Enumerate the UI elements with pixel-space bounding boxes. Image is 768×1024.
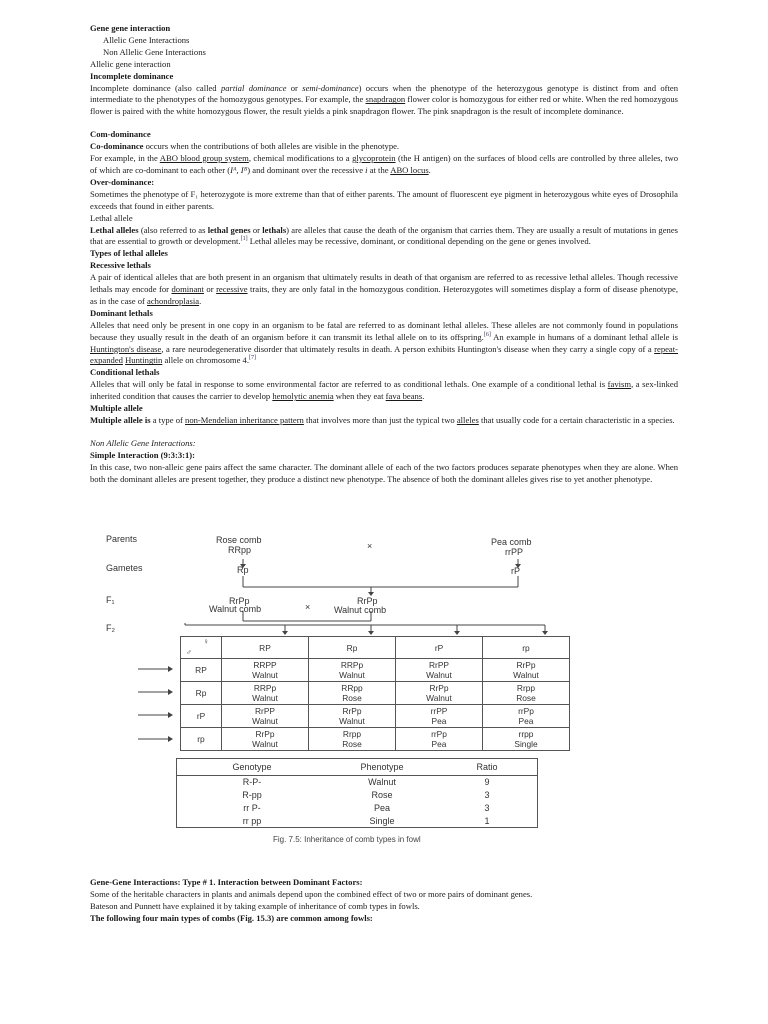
parent-phenotype: Pea comb: [491, 537, 532, 547]
ratio-cell: Pea: [373, 803, 390, 813]
subheading: Types of lethal alleles: [90, 248, 168, 259]
cross-symbol: ×: [305, 602, 311, 612]
toc-item[interactable]: Non Allelic Gene Interactions: [103, 46, 206, 57]
link[interactable]: Huntington's disease: [90, 343, 162, 354]
punnett-cell: rrPp Pea: [483, 705, 570, 728]
paragraph: Co-dominance occurs when the contributions of both alleles are visible in the phenotype.: [90, 141, 400, 152]
subheading: Conditional lethals: [90, 367, 160, 378]
cross-symbol: ×: [367, 541, 373, 551]
punnett-row-head: rP: [181, 705, 222, 728]
punnett-cell: RrPp Walnut: [222, 728, 309, 751]
subheading: Over-dominance:: [90, 176, 155, 187]
punnett-col-head: Rp: [309, 637, 396, 659]
paragraph: The following four main types of combs (Fig. 15.3) are common among fowls:: [90, 912, 373, 923]
link[interactable]: favism: [607, 379, 632, 390]
section-heading: Gene-Gene Interactions: Type # 1. Interaction between Dominant Factors:: [90, 877, 363, 887]
paragraph: A pair of identical alleles that are both present in an organism that ultimately results in death of that organism are referred to as recessive lethal alleles. Though recessive lethals may encode for dominant or recessive traits, they are only fatal in the homozygous condition. Heterozygotes will sometimes display a form of disease phenotype, as in the case of achondroplasia.: [90, 272, 678, 306]
gamete: rP: [511, 566, 520, 576]
ratio-cell: rr pp: [242, 815, 262, 826]
subheading: Recessive lethals: [90, 260, 151, 271]
link[interactable]: repeat-expanded: [90, 343, 678, 366]
citation-link[interactable]: [1]: [240, 236, 248, 243]
f1-phenotype: Walnut comb: [209, 604, 262, 614]
parent-genotype: RRpp: [228, 545, 252, 555]
link[interactable]: snapdragon: [365, 94, 406, 105]
subheading: Simple Interaction (9:3:3:1):: [90, 449, 196, 460]
ratio-cell: rr P-: [243, 803, 261, 813]
link[interactable]: dominant: [171, 284, 204, 295]
parent-phenotype: Rose comb: [216, 535, 262, 545]
paragraph: Alleles that need only be present in one copy in an organism to be fatal are referred to as dominant lethal alleles. These alleles are not commonly found in populations because they usually result in the death of an organism before it can transmit its lethal allele on to its offspring.[6] An example in humans of a dominant lethal allele is Huntington's disease, a rare neurodegenerative disorder that ultimately results in death. A person exhibits Huntington's disease when they carry a single copy of a repeat-expanded Huntingtin allele on chromosome 4.[7]: [90, 319, 678, 366]
ratio-cell: 3: [484, 790, 490, 800]
punnett-corner: ♀ ♂: [181, 637, 222, 659]
punnett-cell: RRPp Walnut: [222, 682, 309, 705]
section-heading: Gene gene interaction: [90, 23, 171, 33]
ratio-cell: R-P-: [242, 777, 262, 788]
paragraph: Some of the heritable characters in plants and animals depend upon the combined effect of two or more pairs of dominant genes.: [90, 888, 533, 899]
toc-item[interactable]: Allelic Gene Interactions: [103, 34, 190, 45]
link[interactable]: recessive: [216, 284, 248, 295]
gamete: Rp: [237, 565, 249, 575]
link[interactable]: fava beans: [385, 391, 423, 402]
link[interactable]: alleles: [456, 415, 479, 425]
paragraph: For example, in the ABO blood group system, chemical modifications to a glycoprotein (the H antigen) on the surfaces of blood cells are controlled by three alleles, two of which are co-dominant to each other (Iᴬ, Iᴮ) and dominant over the recessive i at the ABO locus.: [90, 153, 679, 175]
punnett-row-head: RP: [181, 659, 222, 682]
paragraph: Lethal alleles (also referred to as lethal genes or lethals) are alleles that cause the death of the organism that carries them. They are usually a result of mutations in genes that are essential to growth or development.[1] Lethal alleles may be recessive, dominant, or conditional depending on the gene or genes involved.: [90, 224, 678, 247]
punnett-col-head: rP: [396, 637, 483, 659]
paragraph: Alleles that will only be fatal in response to some environmental factor are referred to as conditional lethals. One example of a conditional lethal is favism, a sex-linked inherited condition that causes the carrier to develop hemolytic anemia when they eat fava beans.: [90, 379, 678, 402]
punnett-cell: RRPP Walnut: [222, 659, 309, 682]
f2-label: F₂: [106, 623, 115, 633]
ratio-cell: Rose: [371, 790, 393, 800]
punnett-col-head: rp: [483, 637, 570, 659]
paragraph: Bateson and Punnett have explained it by taking example of inheritance of comb types in fowls.: [90, 900, 420, 911]
link[interactable]: non-Mendelian inheritance pattern: [185, 415, 304, 425]
parent-genotype: rrPP: [505, 547, 523, 557]
paragraph: Incomplete dominance (also called partial dominance or semi-dominance) occurs when the phenotype of the heterozygous genotype is distinct from and often intermediate to the phenotypes of the homozygous genotypes. For example, the snapdragon flower color is homozygous for either red or white. When the red homozygous flower is paired with the white homozygous flower, the result yields a pink snapdragon flower. The pink snapdragon is the result of incomplete dominance.: [90, 82, 678, 117]
ratio-cell: Walnut: [368, 777, 396, 788]
paragraph: Multiple allele is a type of non-Mendelian inheritance pattern that involves more than just the typical two alleles that usually code for a certain characteristic in a species.: [90, 415, 675, 425]
citation-link[interactable]: [6]: [483, 331, 491, 338]
punnett-cell: rrPP Pea: [396, 705, 483, 728]
punnett-cell: rrpp Single: [483, 728, 570, 751]
punnett-cell: RrPP Walnut: [396, 659, 483, 682]
f1-genotype: RrPp: [357, 596, 378, 606]
f1-label: F₁: [106, 595, 115, 605]
paragraph: Sometimes the phenotype of F₁ heterozygote is more extreme than that of either parents. The amount of fluorescent eye pigment in heterozygous white eyes of Drosophila exceeds that found in either parents.: [90, 188, 678, 211]
subheading: Non Allelic Gene Interactions:: [90, 437, 196, 448]
ratio-header: Ratio: [476, 762, 498, 772]
ratio-cell: R-pp: [242, 790, 262, 800]
ratio-cell: Single: [369, 815, 395, 826]
punnett-row-head: rp: [181, 728, 222, 751]
ratio-cell: 3: [484, 803, 490, 813]
f1-genotype: RrPp: [229, 596, 250, 606]
ratio-cell: 1: [484, 815, 490, 826]
punnett-cell: RrPP Walnut: [222, 705, 309, 728]
subheading: Allelic gene interaction: [90, 58, 171, 69]
link[interactable]: ABO blood group system: [159, 153, 249, 164]
parents-label: Parents: [106, 534, 138, 544]
citation-link[interactable]: [7]: [248, 355, 256, 362]
punnett-cell: Rrpp Rose: [483, 682, 570, 705]
figure-caption: Fig. 7.5: Inheritance of comb types in fowl: [273, 835, 421, 844]
subheading: Dominant lethals: [90, 307, 153, 318]
punnett-col-head: RP: [222, 637, 309, 659]
punnett-cell: RRpp Rose: [309, 682, 396, 705]
link[interactable]: Huntingtin: [125, 355, 163, 366]
ratio-header: Genotype: [232, 762, 272, 772]
punnett-square: [180, 636, 570, 751]
punnett-row-head: Rp: [181, 682, 222, 705]
link[interactable]: glycoprotein: [352, 153, 396, 164]
punnett-cell: RrPp Walnut: [309, 705, 396, 728]
ratio-cell: 9: [484, 777, 490, 788]
link[interactable]: hemolytic anemia: [272, 391, 334, 402]
ratio-table: [176, 758, 538, 828]
punnett-cell: RRPp Walnut: [309, 659, 396, 682]
punnett-cell: RrPp Walnut: [483, 659, 570, 682]
punnett-cell: RrPp Walnut: [396, 682, 483, 705]
punnett-cell: Rrpp Rose: [309, 728, 396, 751]
paragraph: In this case, two non-alleic gene pairs affect the same character. The dominant allele of each of the two factors produces separate phenotypes when they are alone. When both the dominant alleles are present together, they produce a distinct new phenotype. The absence of both the dominant alleles gives rise to yet another phenotype.: [90, 461, 678, 484]
document-body: [90, 23, 678, 486]
link[interactable]: achondroplasia: [147, 295, 200, 306]
subheading: Lethal allele: [90, 212, 133, 223]
subheading: Com-dominance: [90, 129, 151, 140]
gametes-label: Gametes: [106, 563, 143, 573]
punnett-cell: rrPp Pea: [396, 728, 483, 751]
subheading: Incomplete dominance: [90, 70, 174, 81]
subheading: Multiple allele: [90, 403, 143, 414]
f1-phenotype: Walnut comb: [334, 605, 387, 615]
document-body-bottom: [90, 877, 678, 925]
link[interactable]: ABO locus: [390, 164, 429, 175]
ratio-header: Phenotype: [360, 762, 404, 772]
